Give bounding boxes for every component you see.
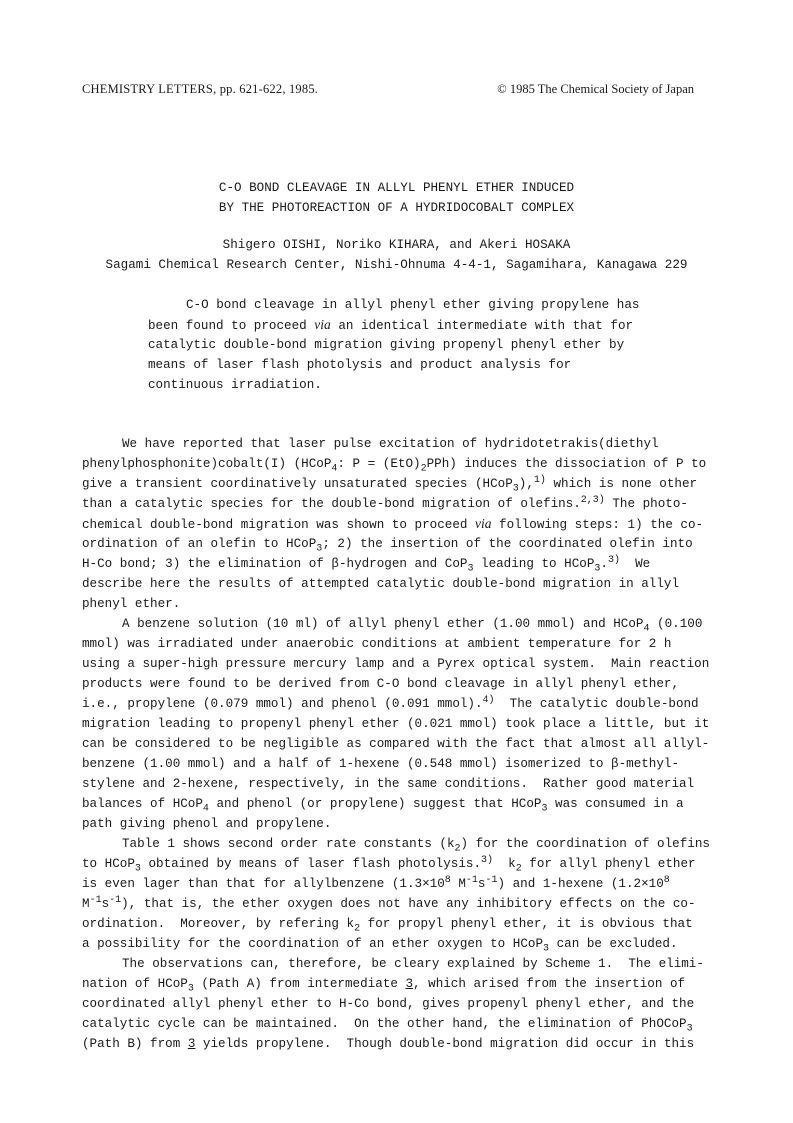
author-names: Shigero OISHI, Noriko KIHARA, and Akeri HOSAKA <box>222 238 571 252</box>
body-line: We have reported that laser pulse excitation of hydridotetrakis(diethyl <box>122 437 659 451</box>
body-line: mmol) was irradiated under anaerobic conditions at ambient temperature for 2 h <box>82 637 672 651</box>
body-line: i.e., propylene (0.079 mmol) and phenol (0.091 mmol).$^{4)}$ The catalytic double-bond <box>82 694 699 711</box>
body-line: Table 1 shows second order rate constants $(k_2)$ for the coordination of olefins <box>122 837 710 855</box>
body-line: catalytic cycle can be maintained. On the other hand, the elimination of PhOCoP$_3$ <box>82 1017 693 1035</box>
body-line: balances of HCoP$_4$ and phenol (or propylene) suggest that HCoP$_3$ was consumed in a <box>82 797 684 815</box>
title-line-2: BY THE PHOTOREACTION OF A HYDRIDOCOBALT COMPLEX <box>218 201 575 215</box>
reference-mark: 1) <box>533 474 546 486</box>
abstract-line: C-O bond cleavage in allyl phenyl ether giving propylene has <box>186 298 640 312</box>
journal-citation: CHEMISTRY LETTERS, pp. 621-622, 1985. <box>82 82 319 96</box>
abstract-line: been found to proceed via an identical intermediate with that for <box>148 317 634 333</box>
author-affiliation: Sagami Chemical Research Center, Nishi-Ohnuma 4-4-1, Sagamihara, Kanagawa 229 <box>105 258 688 272</box>
body-line: to HCoP$_3$ obtained by means of laser flash photolysis.$^{3)}$ $k_2$ for allyl phenyl ether <box>82 854 696 875</box>
body-line: give a transient coordinatively unsaturated species (HCoP$_3$),$^{1)}$ which is none other <box>82 474 698 495</box>
body-line: The observations can, therefore, be cleary explained by Scheme 1. The elimi- <box>122 957 704 971</box>
body-line: than a catalytic species for the double-bond migration of olefins.$^{2,3)}$ The photo- <box>82 494 688 511</box>
copyright-notice: © 1985 The Chemical Society of Japan <box>497 82 694 96</box>
abstract-line: catalytic double-bond migration giving propenyl phenyl ether by <box>148 338 625 352</box>
body-line: A benzene solution (10 ml) of allyl phenyl ether (1.00 mmol) and HCoP$_4$ (0.100 <box>122 617 703 635</box>
body-line: describe here the results of attempted catalytic double-bond migration in allyl <box>82 577 680 591</box>
reference-mark: 3) <box>607 554 620 566</box>
abstract-line: means of laser flash photolysis and product analysis for <box>148 358 572 372</box>
body-line: products were found to be derived from C-O bond cleavage in allyl phenyl ether, <box>82 677 680 691</box>
reference-mark: 2,3) <box>580 494 605 506</box>
body-line: chemical double-bond migration was shown to proceed via following steps: 1) the co- <box>82 516 704 532</box>
title-line-1: C-O BOND CLEAVAGE IN ALLYL PHENYL ETHER INDUCED <box>218 181 575 195</box>
italic-via: via <box>314 317 331 332</box>
reference-mark: 3) <box>481 854 494 866</box>
body-line: $M^{-1}s^{-1}$), that is, the ether oxygen does not have any inhibitory effects on the co- <box>82 894 696 911</box>
reference-mark: 4) <box>482 694 495 706</box>
body-text <box>82 434 712 1054</box>
body-line: migration leading to propenyl phenyl ether (0.021 mmol) took place a little, but it <box>82 717 710 731</box>
article-title <box>0 178 793 218</box>
abstract <box>148 295 713 395</box>
body-line: (Path B) from 3 yields propylene. Though double-bond migration did occur in this <box>82 1037 695 1051</box>
body-line: nation of HCoP$_3$ (Path A) from intermediate 3, which arised from the insertion of <box>82 977 686 995</box>
body-line: phenylphosphonite)cobalt(I) (HCoP$_4$: $P = (EtO)_2PPh$) induces the dissociation of P to <box>82 457 707 475</box>
body-line: benzene (1.00 mmol) and a half of 1-hexene (0.548 mmol) isomerized to β-methyl- <box>82 757 680 771</box>
author-block <box>0 235 793 275</box>
compound-number: 3 <box>187 1037 196 1051</box>
body-line: a possibility for the coordination of an ether oxygen to HCoP$_3$ can be excluded. <box>82 937 678 955</box>
body-line: coordinated allyl phenyl ether to H-Co bond, gives propenyl phenyl ether, and the <box>82 997 695 1011</box>
body-line: stylene and 2-hexene, respectively, in the same conditions. Rather good material <box>82 777 695 791</box>
abstract-line: continuous irradiation. <box>148 378 322 392</box>
body-line: path giving phenol and propylene. <box>82 817 332 831</box>
body-line: ordination. Moreover, by refering $k_2$ for propyl phenyl ether, it is obvious that <box>82 917 693 935</box>
body-line: phenyl ether. <box>82 597 181 611</box>
italic-via: via <box>475 516 492 531</box>
body-line: can be considered to be negligible as compared with the fact that almost all allyl- <box>82 737 710 751</box>
body-line: ordination of an olefin to HCoP$_3$; 2) the insertion of the coordinated olefin into <box>82 537 693 555</box>
body-line: is even lager than that for allylbenzene ($1.3\times 10^8$ $M^{-1}s^{-1}$) and 1-hexene ($1.2\times 10^8$ <box>82 874 670 891</box>
compound-number: 3 <box>405 977 414 991</box>
body-line: using a super-high pressure mercury lamp and a Pyrex optical system. Main reaction <box>82 657 710 671</box>
page-header <box>82 82 694 100</box>
body-line: H-Co bond; 3) the elimination of β-hydrogen and CoP$_3$ leading to HCoP$_3$.$^{3)}$ We <box>82 554 651 575</box>
